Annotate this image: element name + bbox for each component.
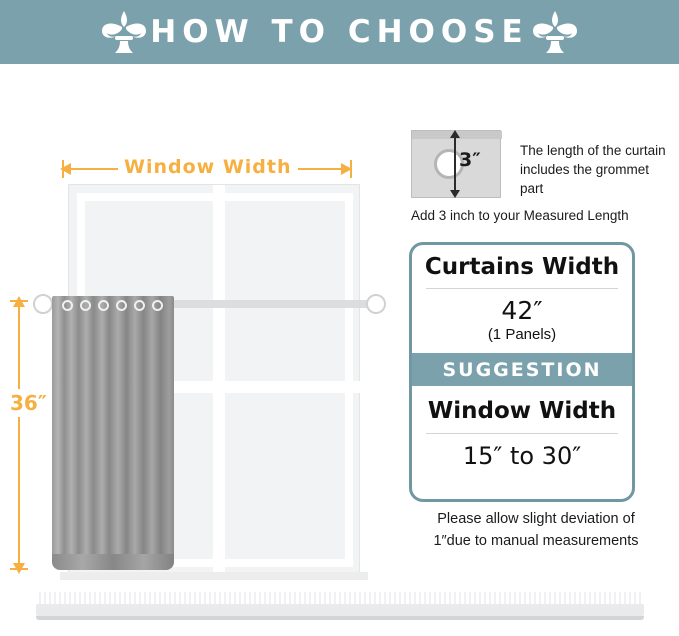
window-sill bbox=[60, 572, 368, 580]
grommet-note-text: The length of the curtain includes the grommet part bbox=[520, 143, 666, 196]
curtain-grommet-icon bbox=[98, 300, 109, 311]
panels-count-label: (1 Panels) bbox=[487, 326, 557, 343]
grommet-arrow-up-icon bbox=[450, 130, 460, 138]
deviation-note-line1: Please allow slight deviation of bbox=[437, 511, 635, 527]
grommet-arrow-down-icon bbox=[450, 190, 460, 198]
height-tick-bottom bbox=[10, 568, 28, 570]
width-tick-right bbox=[350, 160, 352, 178]
curtains-width-value: 42″ bbox=[501, 296, 543, 325]
card-divider-2 bbox=[426, 433, 618, 434]
grommet-measurement-label: 3″ bbox=[459, 149, 481, 171]
deviation-note bbox=[402, 508, 670, 552]
curtain-grommet-icon bbox=[134, 300, 145, 311]
add-inches-note: Add 3 inch to your Measured Length bbox=[411, 208, 629, 223]
window-width-label: Window Width bbox=[118, 156, 298, 178]
curtain-panel bbox=[52, 296, 174, 566]
header-banner bbox=[0, 0, 679, 64]
window-width-range-value: 15″ to 30″ bbox=[462, 442, 582, 470]
floor-edge bbox=[36, 616, 644, 620]
curtain-grommet-icon bbox=[80, 300, 91, 311]
deviation-note-line2: 1″due to manual measurements bbox=[433, 533, 639, 549]
curtain-hem bbox=[52, 554, 174, 570]
suggestion-card bbox=[409, 242, 635, 502]
rod-finial-right bbox=[366, 294, 386, 314]
card-title-curtains-width: Curtains Width bbox=[424, 254, 620, 280]
fleur-de-lis-icon bbox=[98, 9, 150, 55]
height-tick-top bbox=[10, 300, 28, 302]
illustration-stage bbox=[0, 64, 679, 636]
height-dimension-line bbox=[18, 300, 20, 570]
rod-finial-left bbox=[33, 294, 53, 314]
card-title-window-width: Window Width bbox=[427, 398, 617, 424]
floor-shadow bbox=[36, 592, 644, 604]
suggestion-band-label: SUGGESTION bbox=[412, 353, 632, 386]
curtain-height-label: 36″ bbox=[10, 391, 47, 415]
curtain-grommet-icon bbox=[116, 300, 127, 311]
width-tick-left bbox=[62, 160, 64, 178]
fleur-de-lis-icon-right bbox=[529, 9, 581, 55]
page-title: HOW TO CHOOSE bbox=[150, 14, 529, 50]
curtain-grommet-icon bbox=[62, 300, 73, 311]
grommet-detail-image bbox=[411, 130, 501, 198]
curtain-grommet-icon bbox=[152, 300, 163, 311]
card-divider bbox=[426, 288, 618, 289]
grommet-measure-line bbox=[454, 132, 456, 196]
floor-band bbox=[36, 604, 644, 616]
